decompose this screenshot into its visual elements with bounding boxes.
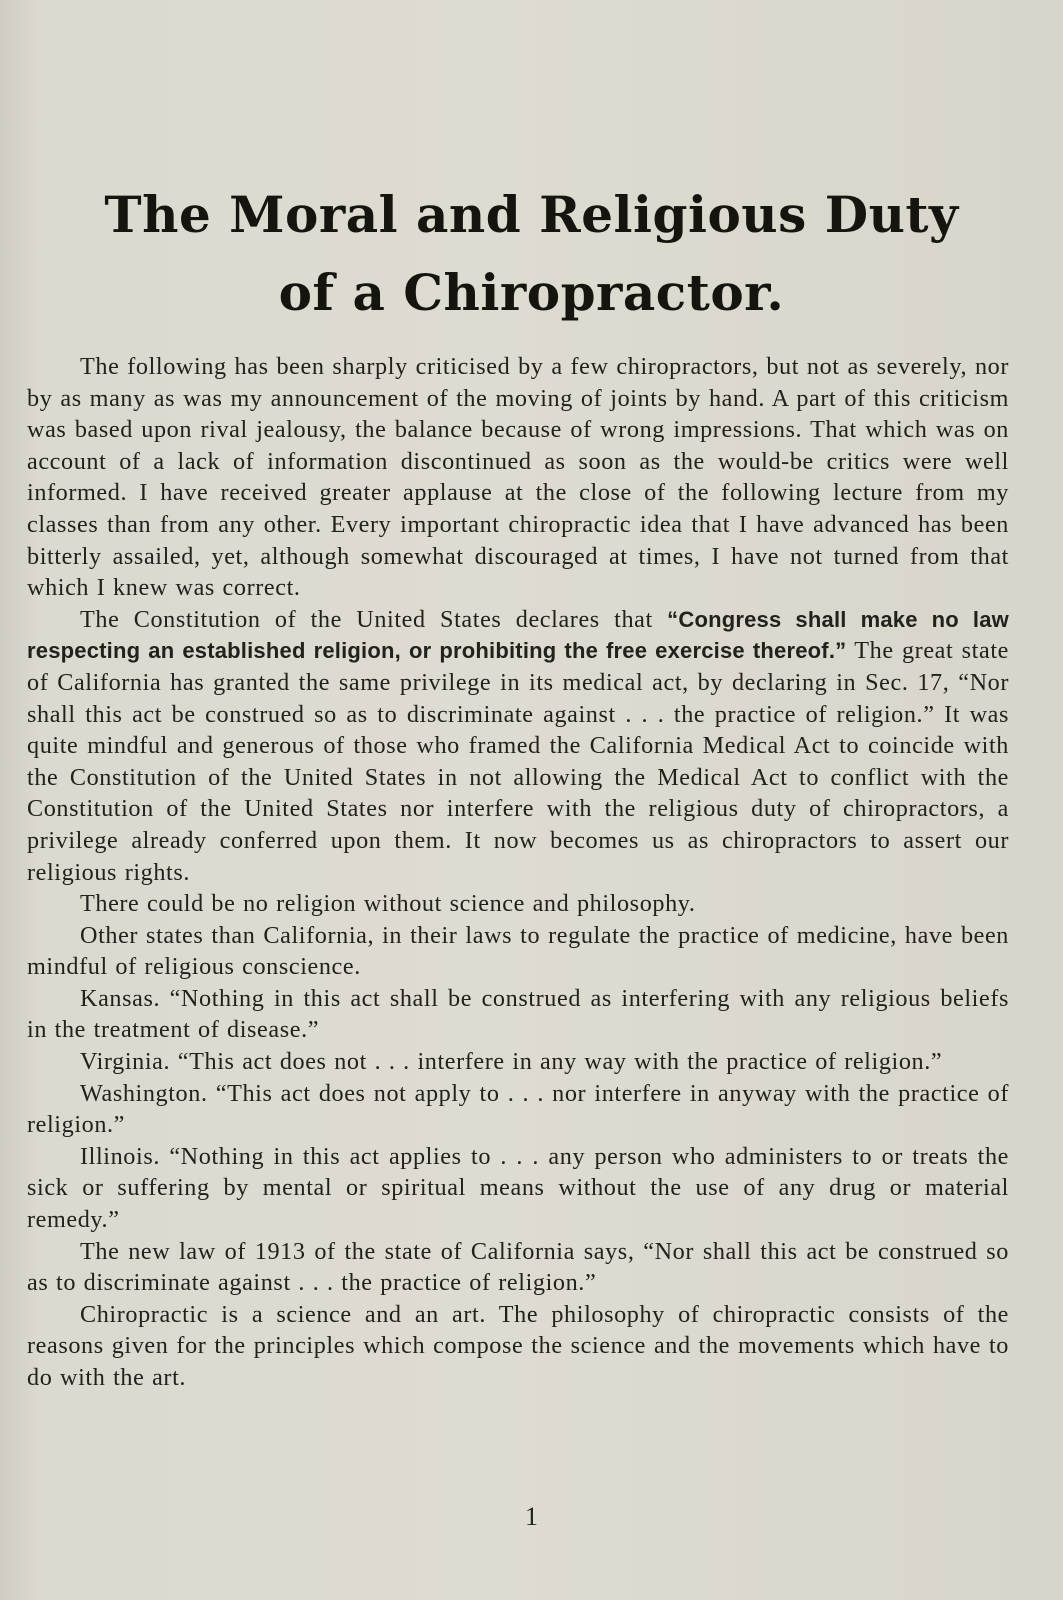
paragraph <box>27 983 1009 1046</box>
paragraph <box>27 920 1009 983</box>
paragraph-text: Chiropractic is a science and an art. The philosophy of chiropractic consists of the reasons given for the principles which compose the science and the movements which have to do with the art. <box>27 1300 1009 1391</box>
paragraph-text: Washington. “This act does not apply to . . . nor interfere in anyway with the practice of religion.” <box>27 1079 1009 1139</box>
bold-quote: “Congress shall make no law respecting an established religion, or prohibiting the free exercise thereof.” <box>27 606 1009 664</box>
paragraph-text: The great state of California has granted the same privilege in its medical act, by declaring in Sec. 17, “Nor shall this act be construed so as to discriminate against . . . the practice of religion.” It was quite mindful and generous of those who framed the California Medical Act to coincide with the Constitution of the United States in not allowing the Medical Act to conflict with the Constitution of the United States nor interfere with the religious duty of chiropractors, a privilege already conferred upon them. It now becomes us as chiropractors to assert our religious rights. <box>27 637 1009 886</box>
page-number: 1 <box>525 1502 538 1531</box>
paragraph <box>27 888 1009 920</box>
paragraph <box>27 351 1009 604</box>
paragraph <box>27 604 1009 888</box>
paragraph <box>27 1236 1009 1299</box>
paragraph-text: There could be no religion without science and philosophy. <box>80 890 696 918</box>
paragraph <box>27 1299 1009 1394</box>
paragraph-text: The following has been sharply criticised by a few chiropractors, but not as severely, nor by as many as was my announcement of the moving of joints by hand. A part of this criticism was based upon rival jealousy, the balance because of wrong impressions. That which was on account of a lack of information discontinued as soon as the would-be critics were well informed. I have received greater applause at the close of the following lecture from my classes than from any other. Every important chiropractic idea that I have advanced has been bitterly assailed, yet, although somewhat discouraged at times, I have not turned from that which I knew was correct. <box>27 353 1009 602</box>
paragraph <box>27 1141 1009 1236</box>
paragraph-text: Other states than California, in their laws to regulate the practice of medicine, have been mindful of religious conscience. <box>27 921 1009 981</box>
paragraph-text: Kansas. “Nothing in this act shall be construed as interfering with any religious beliefs in the treatment of disease.” <box>27 984 1009 1044</box>
page-title-line-1: The Moral and Religious Duty <box>104 185 959 244</box>
body-text <box>27 351 1009 1394</box>
paragraph-text: The Constitution of the United States declares that <box>80 605 668 633</box>
paragraph <box>27 1046 1009 1078</box>
paragraph-text: Illinois. “Nothing in this act applies to . . . any person who administers to or treats the sick or suffering by mental or spiritual means without the use of any drug or material remedy.” <box>27 1142 1009 1234</box>
paragraph-text: The new law of 1913 of the state of California says, “Nor shall this act be construed so as to discriminate against . . . the practice of religion.” <box>27 1237 1009 1297</box>
paragraph-text: Virginia. “This act does not . . . interfere in any way with the practice of religion.” <box>80 1048 943 1076</box>
page-title-line-2: of a Chiropractor. <box>278 263 785 322</box>
paragraph <box>27 1078 1009 1141</box>
